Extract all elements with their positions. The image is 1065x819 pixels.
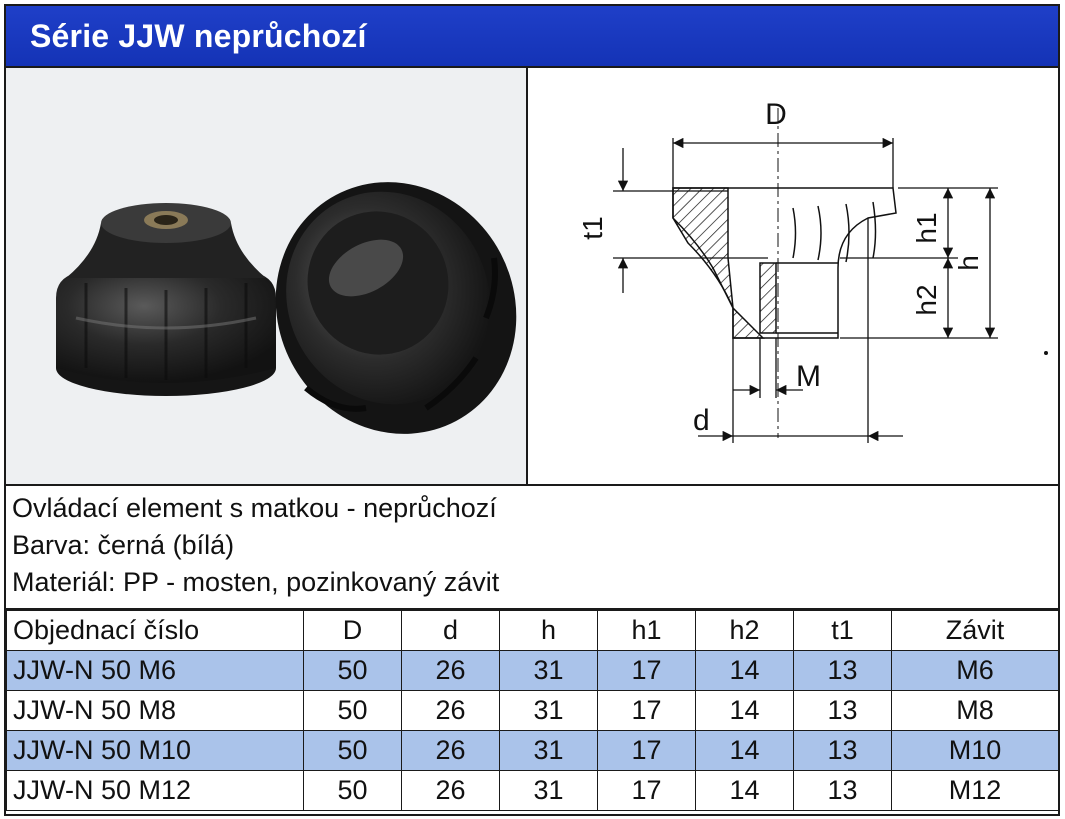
table-header-row	[7, 611, 1059, 651]
header-h: h	[500, 611, 598, 651]
label-t1: t1	[577, 216, 608, 240]
table-row	[7, 771, 1059, 811]
cell-h2: 14	[696, 691, 794, 731]
cell-h2: 14	[696, 731, 794, 771]
header-h2: h2	[696, 611, 794, 651]
cell-t1: 13	[794, 691, 892, 731]
cell-D: 50	[304, 771, 402, 811]
cell-d: 26	[402, 691, 500, 731]
cell-h: 31	[500, 691, 598, 731]
header-D: D	[304, 611, 402, 651]
cell-t1: 13	[794, 651, 892, 691]
spec-table	[6, 610, 1059, 811]
dim-D	[673, 138, 893, 188]
label-h2: h2	[911, 284, 942, 316]
header-thread: Závit	[892, 611, 1059, 651]
description-line-color: Barva: černá (bílá)	[12, 530, 235, 560]
table-row	[7, 691, 1059, 731]
cell-h: 31	[500, 731, 598, 771]
cell-h2: 14	[696, 651, 794, 691]
header-order-number: Objednací číslo	[7, 611, 304, 651]
label-D: D	[765, 98, 787, 131]
cell-h1: 17	[598, 651, 696, 691]
cell-h1: 17	[598, 691, 696, 731]
header-d: d	[402, 611, 500, 651]
label-h1: h1	[911, 212, 942, 244]
cell-d: 26	[402, 651, 500, 691]
header-t1: t1	[794, 611, 892, 651]
cell-D: 50	[304, 651, 402, 691]
cell-d: 26	[402, 771, 500, 811]
cell-t1: 13	[794, 771, 892, 811]
cell-D: 50	[304, 731, 402, 771]
label-h: h	[953, 255, 984, 271]
cell-h1: 17	[598, 771, 696, 811]
cell-d: 26	[402, 731, 500, 771]
cell-order-number: JJW-N 50 M6	[7, 651, 304, 691]
cell-thread: M8	[892, 691, 1059, 731]
cell-D: 50	[304, 691, 402, 731]
product-photo	[6, 68, 528, 484]
cell-order-number: JJW-N 50 M10	[7, 731, 304, 771]
label-d: d	[693, 404, 710, 437]
label-M: M	[796, 360, 821, 393]
cell-thread: M10	[892, 731, 1059, 771]
cell-h1: 17	[598, 731, 696, 771]
cell-order-number: JJW-N 50 M8	[7, 691, 304, 731]
cell-h2: 14	[696, 771, 794, 811]
table-row	[7, 731, 1059, 771]
dim-M	[733, 338, 803, 398]
description-line-type: Ovládací element s matkou - neprůchozí	[12, 493, 497, 523]
page-title: Série JJW neprůchozí	[30, 18, 367, 54]
header-h1: h1	[598, 611, 696, 651]
cell-t1: 13	[794, 731, 892, 771]
description-line-material: Materiál: PP - mosten, pozinkovaný závit	[12, 567, 500, 597]
product-sheet	[4, 4, 1060, 816]
cell-order-number: JJW-N 50 M12	[7, 771, 304, 811]
table-row	[7, 651, 1059, 691]
knob-photo-image	[6, 68, 526, 484]
technical-drawing	[528, 68, 1058, 484]
title-bar	[6, 6, 1058, 68]
product-description	[6, 484, 1058, 610]
cell-h: 31	[500, 771, 598, 811]
cell-thread: M6	[892, 651, 1059, 691]
dimension-drawing	[528, 68, 1058, 484]
knob-side-view	[56, 203, 276, 396]
cell-thread: M12	[892, 771, 1059, 811]
cell-h: 31	[500, 651, 598, 691]
